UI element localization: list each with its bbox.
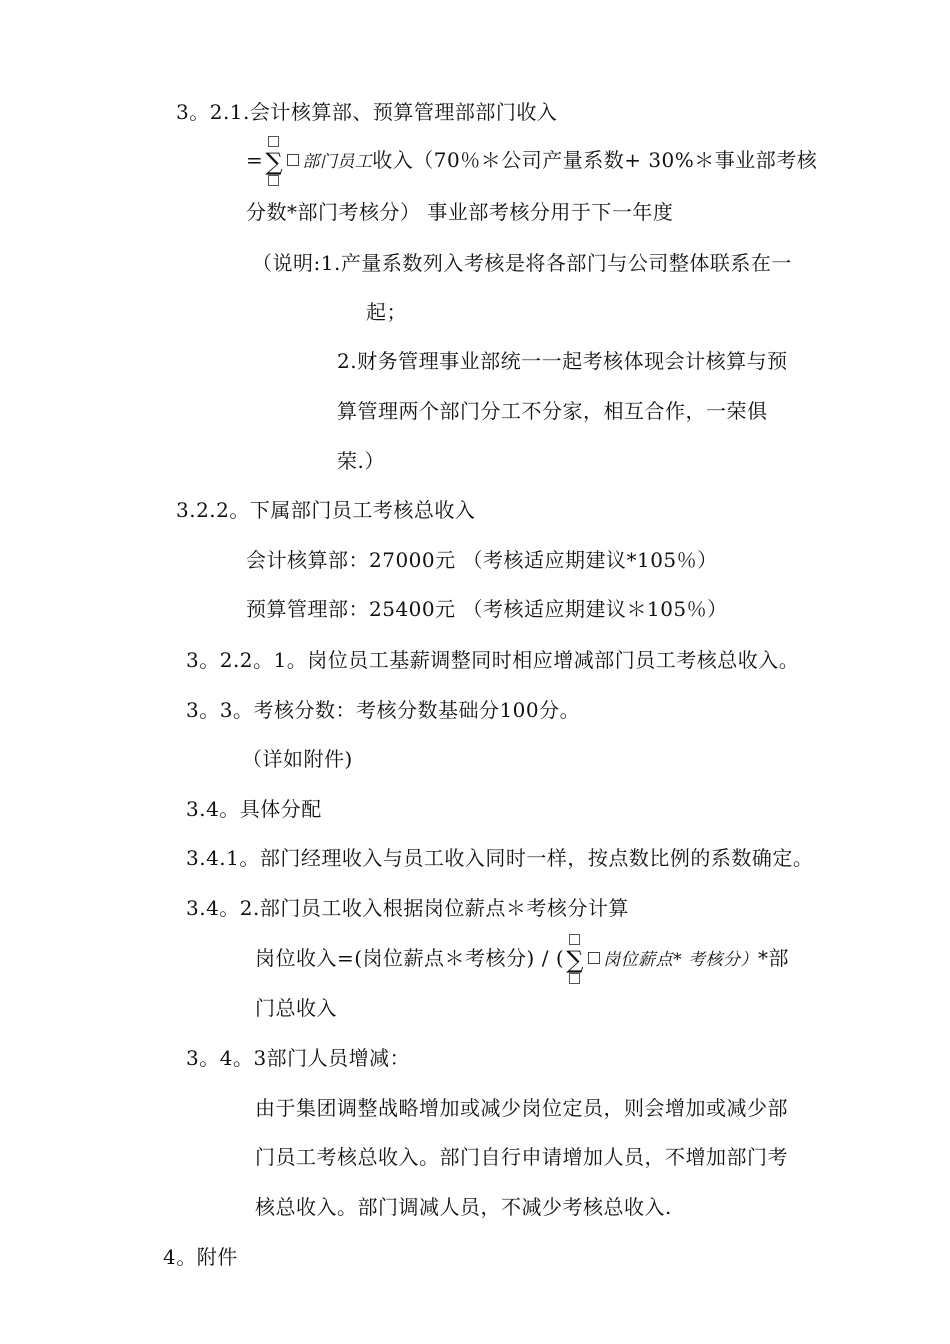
- section-3-4-heading: 3.4。具体分配: [186, 797, 322, 821]
- equals-sign: =: [246, 148, 264, 172]
- income-row-accounting: 会计核算部：27000元 （考核适应期建议*105％）: [246, 548, 718, 572]
- section-3-4-3-body-2: 门员工考核总收入。部门自行申请增加人员，不增加部门考: [255, 1145, 788, 1169]
- formula-line-2: 分数*部门考核分） 事业部考核分用于下一年度: [246, 200, 674, 224]
- section-3-3-heading: 3。3。考核分数：考核分数基础分100分。: [186, 698, 581, 722]
- note-2-line-3: 荣.）: [337, 449, 385, 473]
- section-3-4-1: 3.4.1。部门经理收入与员工收入同时一样，按点数比例的系数确定。: [186, 846, 814, 870]
- income-row-budget: 预算管理部：25400元 （考核适应期建议＊105％）: [246, 597, 728, 621]
- section-3-4-2: 3.4。2.部门员工收入根据岗位薪点＊考核分计算: [186, 896, 629, 920]
- section-4-heading: 4。附件: [163, 1245, 238, 1269]
- section-3-2-2-1: 3。2.2。1。岗位员工基薪调整同时相应增减部门员工考核总收入。: [186, 648, 800, 672]
- formula-department-income: [246, 148, 817, 174]
- note-2-line-2: 算管理两个部门分工不分家，相互合作，一荣俱: [337, 399, 768, 423]
- formula-prefix: 岗位收入=(岗位薪点＊考核分) / (: [255, 946, 565, 970]
- placeholder-box-icon: [287, 154, 299, 166]
- section-3-4-3: 3。4。3部门人员增减：: [186, 1046, 411, 1070]
- formula-italic-term: 岗位薪点* 考核分）: [603, 950, 759, 970]
- formula-suffix: *部: [758, 946, 790, 970]
- summation-icon: ∑: [564, 948, 586, 972]
- formula-text: 收入（70％＊公司产量系数+ 30%＊事业部考核: [372, 148, 818, 172]
- note-1-line-1: （说明:1.产量系数列入考核是将各部门与公司整体联系在一: [252, 251, 792, 275]
- formula-italic-term: 部门员工: [302, 152, 373, 172]
- note-1-line-2: 起；: [366, 300, 407, 324]
- section-3-4-3-body-3: 核总收入。部门调减人员，不减少考核总收入.: [255, 1195, 672, 1219]
- note-2-line-1: 2.财务管理事业部统一一起考核体现会计核算与预: [337, 349, 788, 373]
- section-3-2-2-heading: 3.2.2。下属部门员工考核总收入: [176, 498, 476, 522]
- section-3-4-3-body-1: 由于集团调整战略增加或减少岗位定员，则会增加或减少部: [255, 1096, 788, 1120]
- formula-position-income-line-2: 门总收入: [255, 996, 337, 1020]
- placeholder-box-icon: [588, 952, 600, 964]
- section-3-3-note: （详如附件): [242, 747, 353, 771]
- summation-icon: ∑: [263, 150, 285, 174]
- formula-position-income: [255, 946, 789, 972]
- section-3-2-1-heading: 3。2.1.会计核算部、预算管理部部门收入: [176, 100, 558, 124]
